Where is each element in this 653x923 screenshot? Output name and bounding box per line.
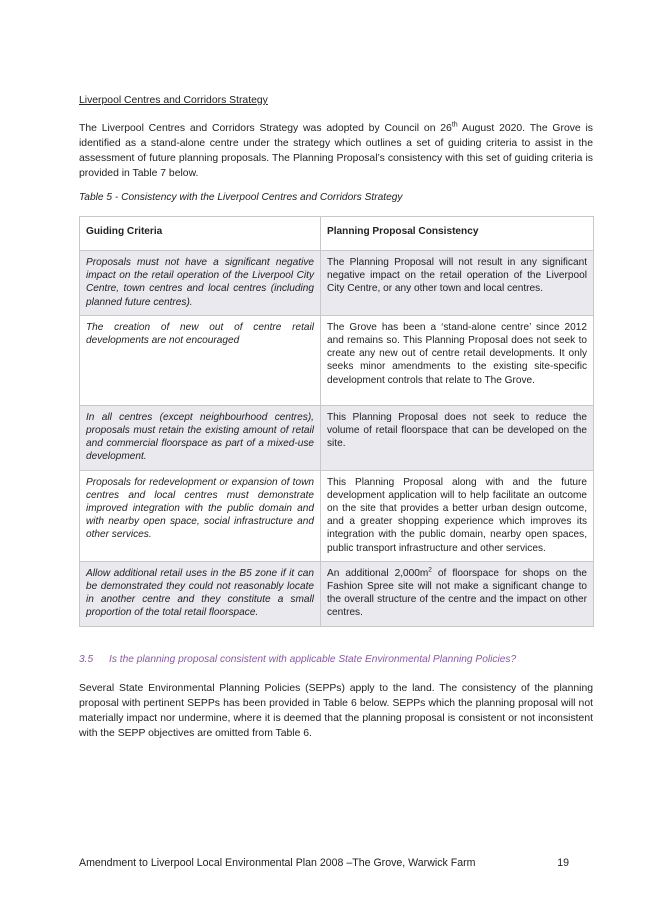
consistency-cell xyxy=(321,561,594,626)
criteria-cell: In all centres (except neighbourhood centres), proposals must retain the existing amount of retail and commercial floorspace as part of a mixed-use development. xyxy=(80,405,321,470)
consistency-cell: This Planning Proposal does not seek to reduce the volume of retail floorspace that can be developed on the site. xyxy=(321,405,594,470)
consistency-text-after: of floorspace for shops on the Fashion Spree site will not make a significant change to the overall structure of the centre and the impact on other centres. xyxy=(327,567,587,619)
consistency-text-before: An additional 2,000m xyxy=(327,567,429,579)
intro-superscript: th xyxy=(451,121,458,129)
criteria-cell: The creation of new out of centre retail developments are not encouraged xyxy=(80,315,321,405)
criteria-cell: Proposals for redevelopment or expansion of town centres and local centres must demonstrate improved integration with the public domain and with nearby open space, social infrastructure and other services. xyxy=(80,470,321,561)
consistency-cell: The Grove has been a ‘stand-alone centre’ since 2012 and remains so. This Planning Proposal does not seek to create any new out of centre retail developments. It only seeks minor amendments to the existing site-specific development controls that relate to The Grove. xyxy=(321,315,594,405)
header-planning-consistency: Planning Proposal Consistency xyxy=(321,217,594,251)
table-row xyxy=(80,561,594,626)
footer-title: Amendment to Liverpool Local Environmental Plan 2008 –The Grove, Warwick Farm xyxy=(79,857,476,869)
header-guiding-criteria: Guiding Criteria xyxy=(80,217,321,251)
intro-paragraph xyxy=(79,121,593,181)
consistency-superscript: 2 xyxy=(428,566,432,574)
section-paragraph: Several State Environmental Planning Policies (SEPPs) apply to the land. The consistency of the planning proposal with pertinent SEPPs has been provided in Table 6 below. SEPPs which the planning proposal will not materially impact nor undermine, where it is deemed that the planning proposal is consistent or not inconsistent with the SEPP objectives are omitted from Table 6. xyxy=(79,683,593,739)
section-title: Is the planning proposal consistent with applicable State Environmental Planning Policies? xyxy=(109,654,517,665)
consistency-cell: This Planning Proposal along with and the future development application will to help facilitate an outcome on the site that provides a better urban design outcome, and a greater shopping experience which improves its integration with the public domain, nearby open spaces, public transport infrastructure and other services. xyxy=(321,470,594,561)
page-footer xyxy=(79,857,593,869)
section-subheading: Liverpool Centres and Corridors Strategy xyxy=(79,95,268,106)
table-header-row xyxy=(80,217,594,251)
intro-text-before: The Liverpool Centres and Corridors Strategy was adopted by Council on 26 xyxy=(79,123,452,134)
criteria-cell: Proposals must not have a significant negative impact on the retail operation of the Liverpool City Centre, town centres and local centres (including planned future centres). xyxy=(80,251,321,316)
table-row xyxy=(80,470,594,561)
table-row xyxy=(80,315,594,405)
table-caption: Table 5 - Consistency with the Liverpool Centres and Corridors Strategy xyxy=(79,192,403,203)
criteria-cell: Allow additional retail uses in the B5 zone if it can be demonstrated they could not reasonably locate in another centre and they constitute a small proportion of the total retail floorspace. xyxy=(80,561,321,626)
table-row xyxy=(80,405,594,470)
consistency-cell: The Planning Proposal will not result in any significant negative impact on the retail operation of the Liverpool City Centre, or any other town and local centres. xyxy=(321,251,594,316)
section-number: 3.5 xyxy=(79,654,94,665)
table-row xyxy=(80,251,594,316)
intro-text-after: August 2020. The Grove is identified as a stand-alone centre under the strategy which outlines a set of guiding criteria to assist in the assessment of future planning proposals. The Planning Proposal’s consistency with this set of guiding criteria is provided in Table 7 below. xyxy=(79,123,593,179)
page-number: 19 xyxy=(557,857,569,869)
consistency-table xyxy=(79,216,594,627)
section-heading xyxy=(79,654,516,665)
